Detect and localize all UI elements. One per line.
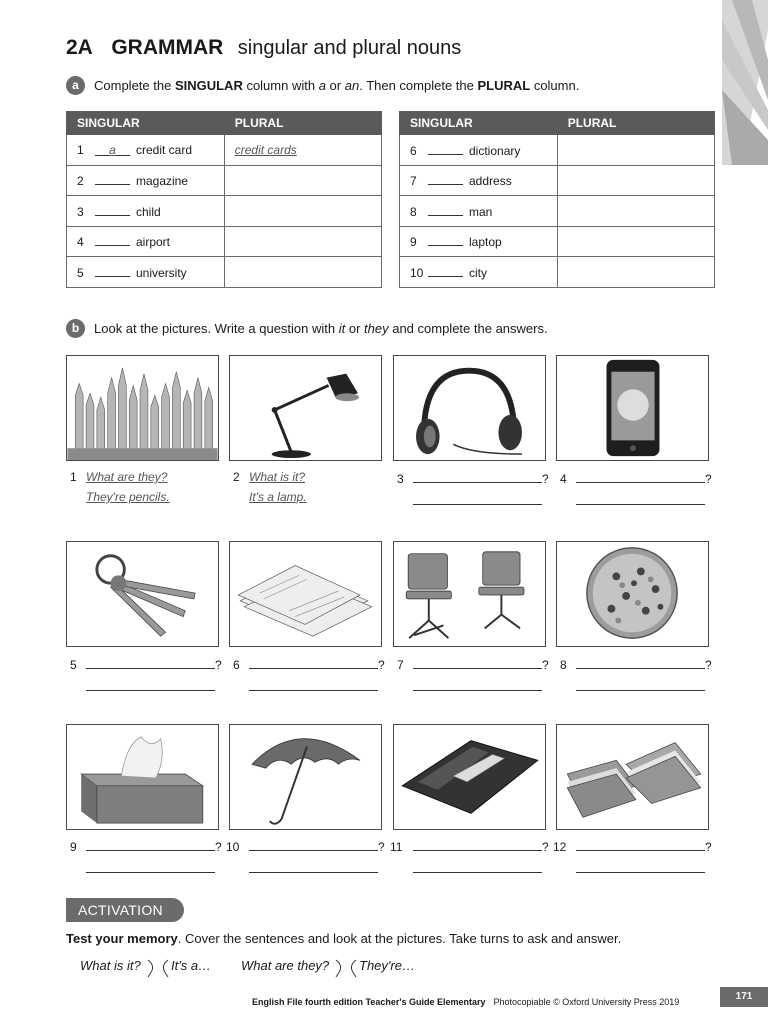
col-header-plural: PLURAL [224,112,381,135]
table-row: 4 airport [67,226,382,257]
col-header-singular: SINGULAR [67,112,225,135]
lesson-topic: singular and plural nouns [237,37,462,59]
lesson-code: 2A [66,36,93,59]
umbrella-picture [229,724,382,830]
question-item-6: 6 ? [233,656,385,694]
lamp-picture [229,355,382,461]
speech-bubble-icon [346,958,358,978]
question-item-9: 9 ? [70,838,222,876]
question-field[interactable] [249,656,378,669]
plural-field[interactable] [224,196,381,227]
article-field[interactable] [428,233,463,246]
article-field[interactable] [428,203,463,216]
article-field[interactable]: a [95,143,130,156]
answer-field[interactable] [249,860,378,873]
question-field[interactable] [576,656,705,669]
plural-field[interactable] [557,257,714,288]
answer-field[interactable]: They're pencils. [86,490,170,504]
article-field[interactable] [95,172,130,185]
prompt-question-singular: What is it? [80,958,141,973]
footer [252,997,679,1007]
plural-field[interactable] [557,226,714,257]
question-field[interactable] [86,838,215,851]
page-number: 171 [720,987,768,1007]
article-field[interactable] [428,172,463,185]
question-item-10: 10 ? [226,838,385,876]
article-field[interactable] [95,233,130,246]
speech-bubble-icon [158,958,170,978]
table-row: 3 child [67,196,382,227]
plural-field[interactable] [557,196,714,227]
table-row: 6 dictionary [400,135,715,166]
pencils-picture [66,355,219,461]
table-row: 1 a credit card credit cards [67,135,382,166]
answer-field[interactable] [576,678,705,691]
pizza-picture [556,541,709,647]
question-item-4: 4 ? [560,470,712,508]
keys-picture [66,541,219,647]
table-right [399,111,715,288]
wallet-picture [393,724,546,830]
plural-field[interactable] [224,165,381,196]
table-row: 7 address [400,165,715,196]
book-title: English File fourth edition Teacher's Guide Elementary [252,997,486,1007]
question-field[interactable] [86,656,215,669]
section-label: GRAMMAR [111,36,224,59]
question-item-2: 2 What is it? It's a lamp. [233,470,307,504]
article-field[interactable] [428,264,463,277]
question-field[interactable]: What is it? [249,470,306,484]
table-row: 8 man [400,196,715,227]
answer-field[interactable] [413,492,542,505]
activation-label: ACTIVATION [66,898,184,922]
col-header-singular: SINGULAR [400,112,558,135]
plural-field[interactable]: credit cards [234,142,297,157]
newspapers-picture [229,541,382,647]
answer-field[interactable] [576,860,705,873]
activation-instruction: Test your memory. Cover the sentences and look at the pictures. Take turns to ask and answer. [66,931,622,946]
question-field[interactable] [576,470,705,483]
question-field[interactable]: What are they? [86,470,168,484]
phone-picture [556,355,709,461]
question-item-12: 12 ? [553,838,712,876]
question-item-5: 5 ? [70,656,222,694]
badge-a: a [66,76,85,95]
question-item-11: 11 ? [390,838,549,876]
copyright: Photocopiable © Oxford University Press 2019 [493,997,680,1007]
badge-b: b [66,319,85,338]
question-item-7: 7 ? [397,656,549,694]
speech-bubble-icon [334,958,346,978]
sandwiches-picture [556,724,709,830]
question-item-1: 1 What are they? They're pencils. [70,470,170,504]
question-field[interactable] [413,470,542,483]
answer-field[interactable] [86,678,215,691]
answer-field[interactable] [413,860,542,873]
article-field[interactable] [95,203,130,216]
answer-field[interactable]: It's a lamp. [249,490,307,504]
instruction-b: b Look at the pictures. Write a question with it or they and complete the answers. [66,319,548,338]
page-title [66,36,461,60]
plural-field[interactable] [557,135,714,166]
article-field[interactable] [95,264,130,277]
col-header-plural: PLURAL [557,112,714,135]
answer-field[interactable] [576,492,705,505]
prompt-answer-plural: They're… [359,958,415,973]
prompt-answer-singular: It's a… [171,958,212,973]
plural-field[interactable] [557,165,714,196]
question-field[interactable] [413,656,542,669]
table-left [66,111,382,288]
instruction-a: a Complete the SINGULAR column with a or an. Then complete the PLURAL column. [66,76,579,95]
question-item-8: 8 ? [560,656,712,694]
corner-decoration [722,0,768,165]
question-field[interactable] [413,838,542,851]
article-field[interactable] [428,142,463,155]
table-row: 10 city [400,257,715,288]
chairs-picture [393,541,546,647]
answer-field[interactable] [413,678,542,691]
question-field[interactable] [576,838,705,851]
question-field[interactable] [249,838,378,851]
plural-field[interactable] [224,226,381,257]
tissues-picture [66,724,219,830]
headphones-picture [393,355,546,461]
answer-field[interactable] [249,678,378,691]
speech-bubble-icon [146,958,158,978]
question-item-3: 3 ? [397,470,549,508]
table-row: 5 university [67,257,382,288]
table-row: 2 magazine [67,165,382,196]
answer-field[interactable] [86,860,215,873]
prompt-question-plural: What are they? [241,958,330,973]
plural-field[interactable] [224,257,381,288]
table-row: 9 laptop [400,226,715,257]
